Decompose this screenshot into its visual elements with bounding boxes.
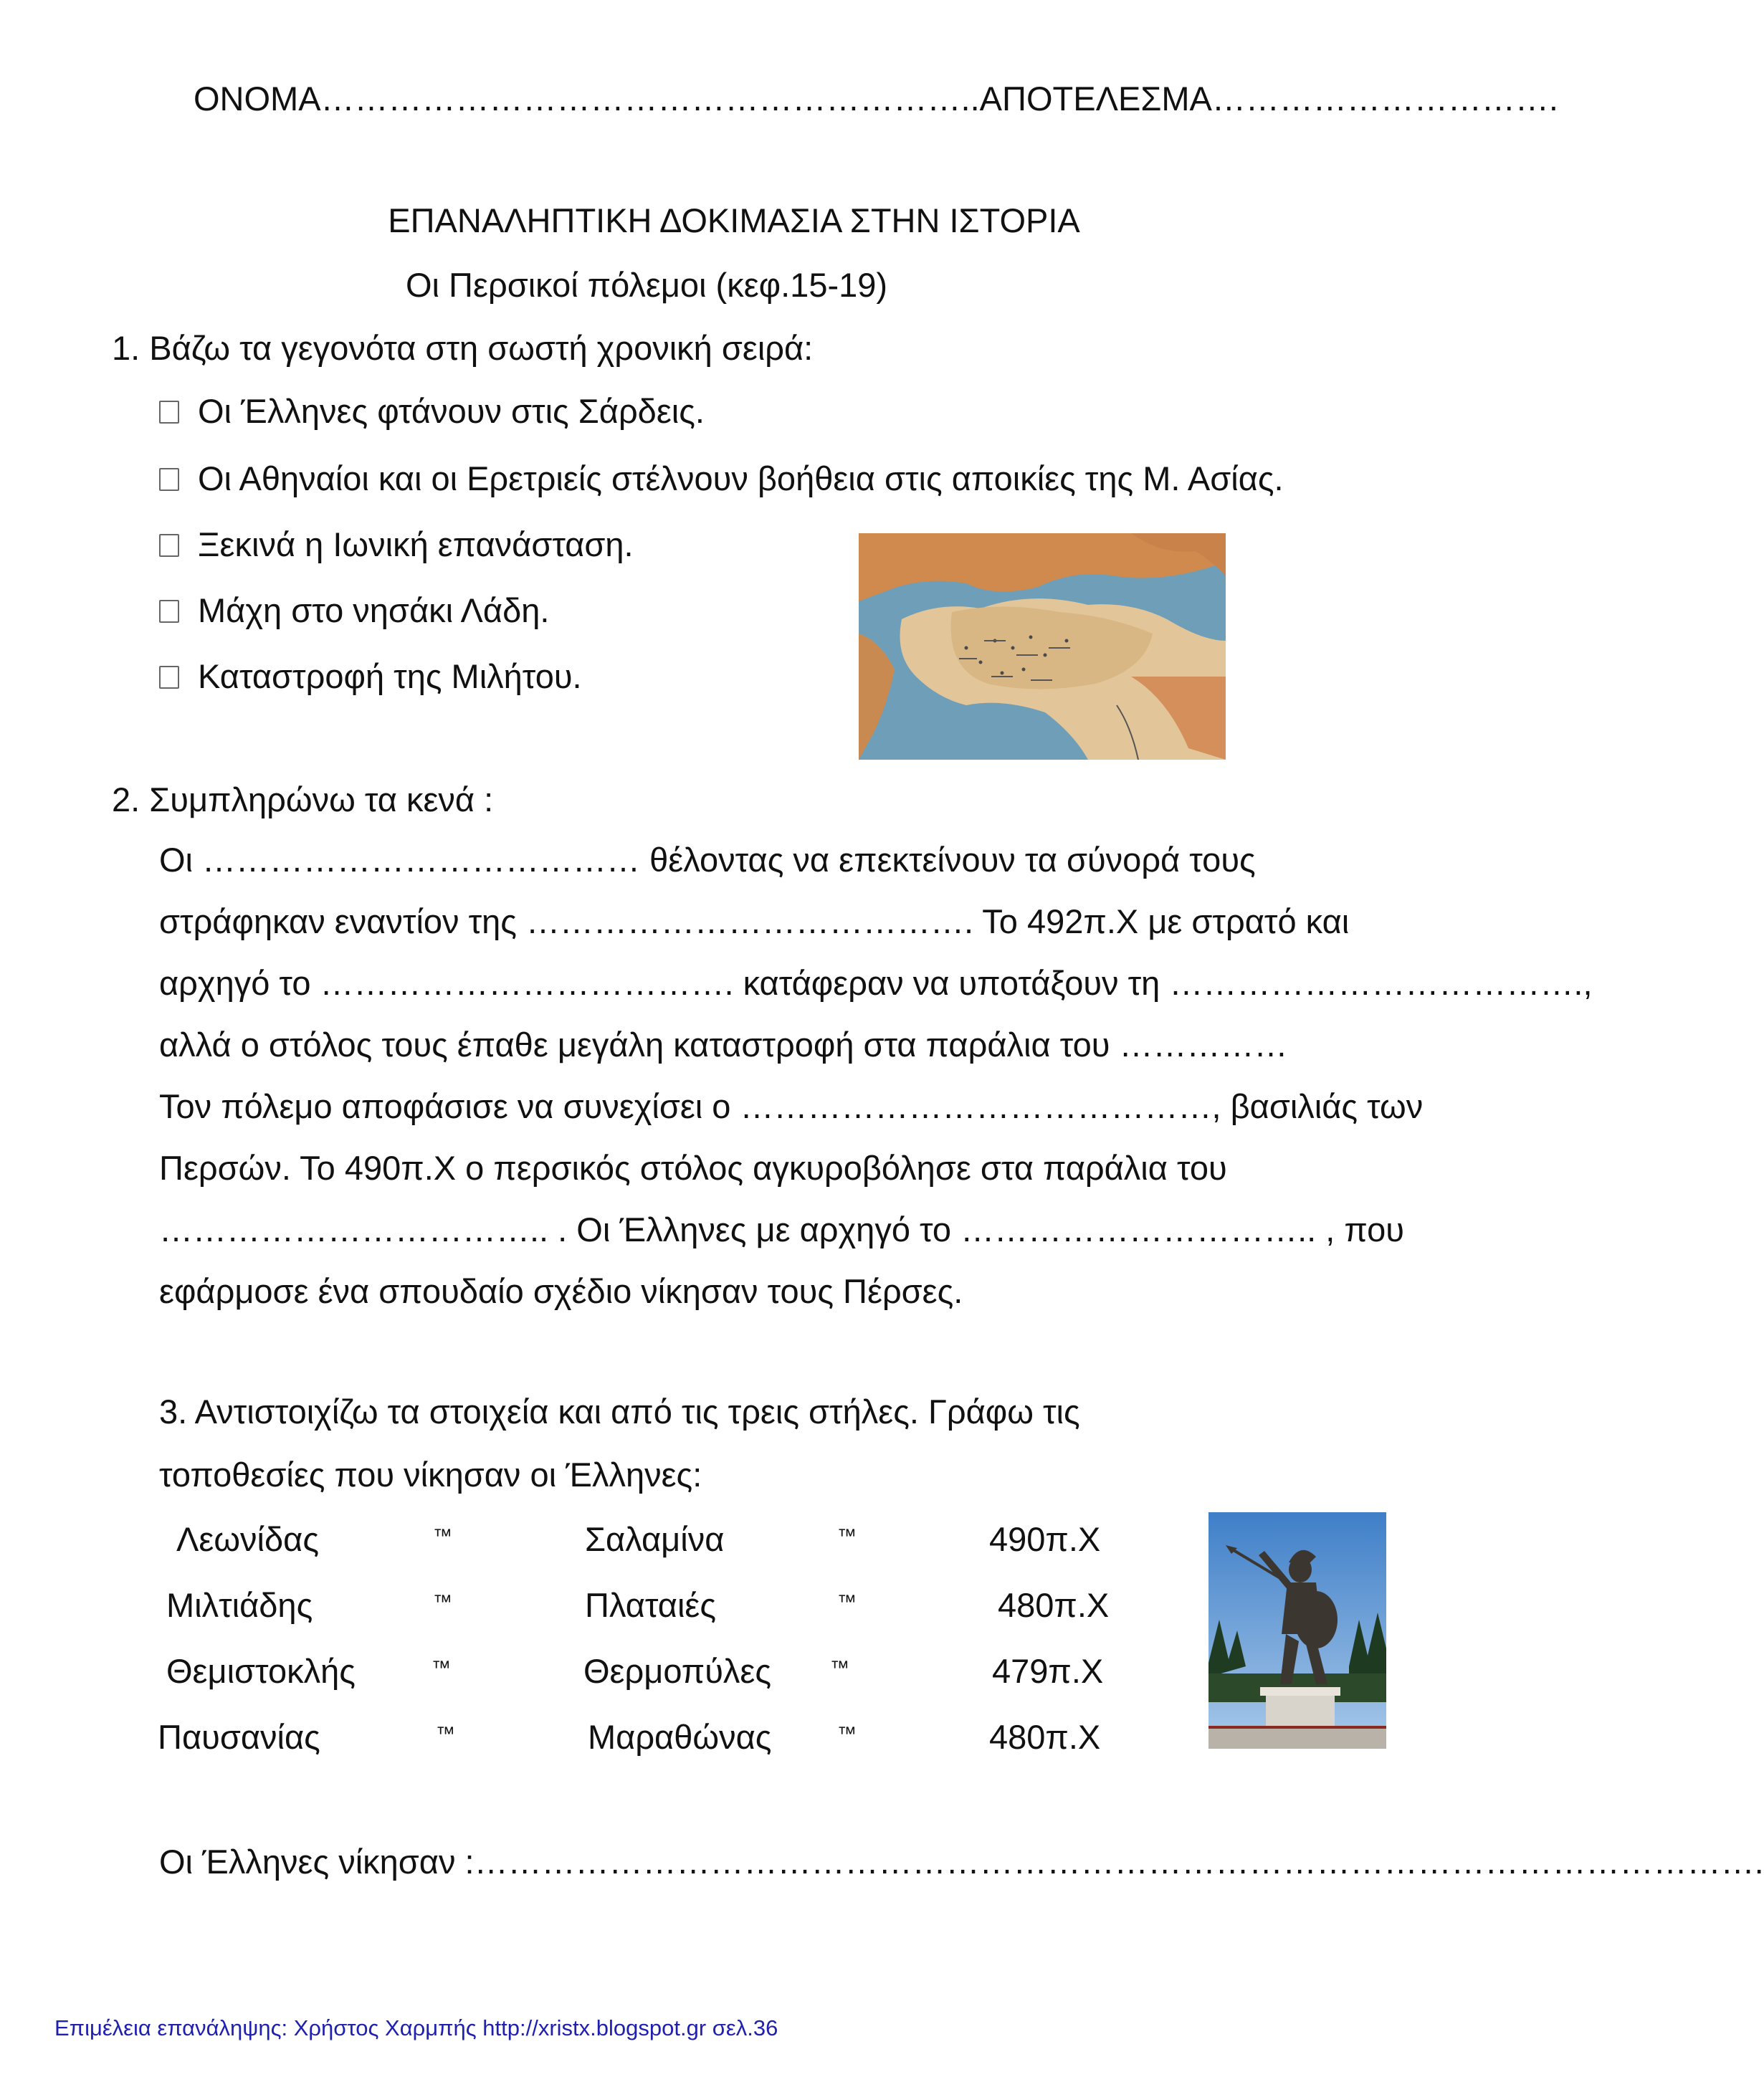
q2-prompt: 2. Συμπληρώνω τα κενά :: [112, 780, 494, 818]
match-marker: ™: [432, 1657, 451, 1679]
match-marker: ™: [436, 1723, 455, 1744]
q2-fill-line: αλλά ο στόλος τους έπαθε μεγάλη καταστροφή στα παράλια του ……………: [159, 1026, 1288, 1064]
leader-name: Θεμιστοκλής: [166, 1652, 356, 1690]
match-marker: ™: [837, 1723, 857, 1744]
leonidas-statue-image: [1208, 1512, 1386, 1749]
battle-place: Μαραθώνας: [588, 1718, 772, 1756]
order-checkbox[interactable]: [159, 468, 179, 491]
match-marker: ™: [837, 1591, 857, 1613]
battle-year: 479π.Χ: [992, 1652, 1104, 1690]
leader-name: Μιλτιάδης: [166, 1586, 313, 1624]
order-checkbox[interactable]: [159, 401, 179, 424]
order-checkbox[interactable]: [159, 534, 179, 557]
match-marker: ™: [837, 1525, 857, 1547]
q2-fill-line: Οι ………………………………… θέλοντας να επεκτείνουν τα σύνορά τους: [159, 841, 1256, 879]
page-subtitle: Οι Περσικοί πόλεμοι (κεφ.15-19): [406, 266, 888, 304]
footer-credit: Επιμέλεια επανάληψης: Χρήστος Χαρμπής http://xristx.blogspot.gr σελ.36: [54, 2015, 778, 2040]
name-and-score-line: ΟΝΟΜΑ…………………………………………………..ΑΠΟΤΕΛΕΣΜΑ………………………….: [194, 80, 1558, 118]
q2-fill-line: στράφηκαν εναντίον της …………………………………. Το 492π.Χ με στρατό και: [159, 902, 1350, 940]
q2-fill-line: εφάρμοσε ένα σπουδαίο σχέδιο νίκησαν τους Πέρσες.: [159, 1272, 963, 1310]
q1-item: Οι Αθηναίοι και οι Ερετριείς στέλνουν βοήθεια στις αποικίες της Μ. Ασίας.: [159, 459, 1284, 499]
q3-prompt-line2: τοποθεσίες που νίκησαν οι Έλληνες:: [159, 1456, 702, 1494]
q2-fill-line: αρχηγό το ………………………………. κατάφεραν να υποτάξουν τη ……………………………….,: [159, 964, 1593, 1002]
battle-place: Πλαταιές: [585, 1586, 717, 1624]
q2-fill-line: …………………………….. . Οι Έλληνες με αρχηγό το ………………………….. , που: [159, 1211, 1405, 1248]
q1-item: Καταστροφή της Μιλήτου.: [159, 656, 582, 697]
battle-year: 480π.Χ: [989, 1718, 1101, 1756]
battle-place: Σαλαμίνα: [585, 1520, 725, 1558]
battle-place: Θερμοπύλες: [583, 1652, 772, 1690]
page-title: ΕΠΑΝΑΛΗΠΤΙΚΗ ΔΟΚΙΜΑΣΙΑ ΣΤΗΝ ΙΣΤΟΡΙΑ: [388, 201, 1080, 239]
leader-name: Παυσανίας: [158, 1718, 320, 1756]
q1-item: Ξεκινά η Ιωνική επανάσταση.: [159, 525, 634, 565]
match-marker: ™: [433, 1591, 452, 1613]
answer-line: Οι Έλληνες νίκησαν :…………………………………………………………………………………………………….: [159, 1843, 1764, 1881]
match-marker: ™: [830, 1657, 849, 1679]
leader-name: Λεωνίδας: [176, 1520, 319, 1558]
q2-fill-line: Περσών. Το 490π.Χ ο περσικός στόλος αγκυροβόλησε στα παράλια του: [159, 1149, 1227, 1187]
match-marker: ™: [433, 1525, 452, 1547]
q1-item: Μάχη στο νησάκι Λάδη.: [159, 591, 549, 631]
q1-item: Οι Έλληνες φτάνουν στις Σάρδεις.: [159, 391, 705, 431]
q1-prompt: 1. Βάζω τα γεγονότα στη σωστή χρονική σειρά:: [112, 329, 814, 367]
q2-fill-line: Τον πόλεμο αποφάσισε να συνεχίσει ο ……………………………………, βασιλιάς των: [159, 1087, 1424, 1125]
order-checkbox[interactable]: [159, 666, 179, 689]
asia-minor-map-image: [859, 533, 1226, 760]
q3-prompt-line1: 3. Αντιστοιχίζω τα στοιχεία και από τις τρεις στήλες. Γράφω τις: [159, 1393, 1080, 1431]
battle-year: 490π.Χ: [989, 1520, 1101, 1558]
battle-year: 480π.Χ: [998, 1586, 1110, 1624]
order-checkbox[interactable]: [159, 600, 179, 623]
